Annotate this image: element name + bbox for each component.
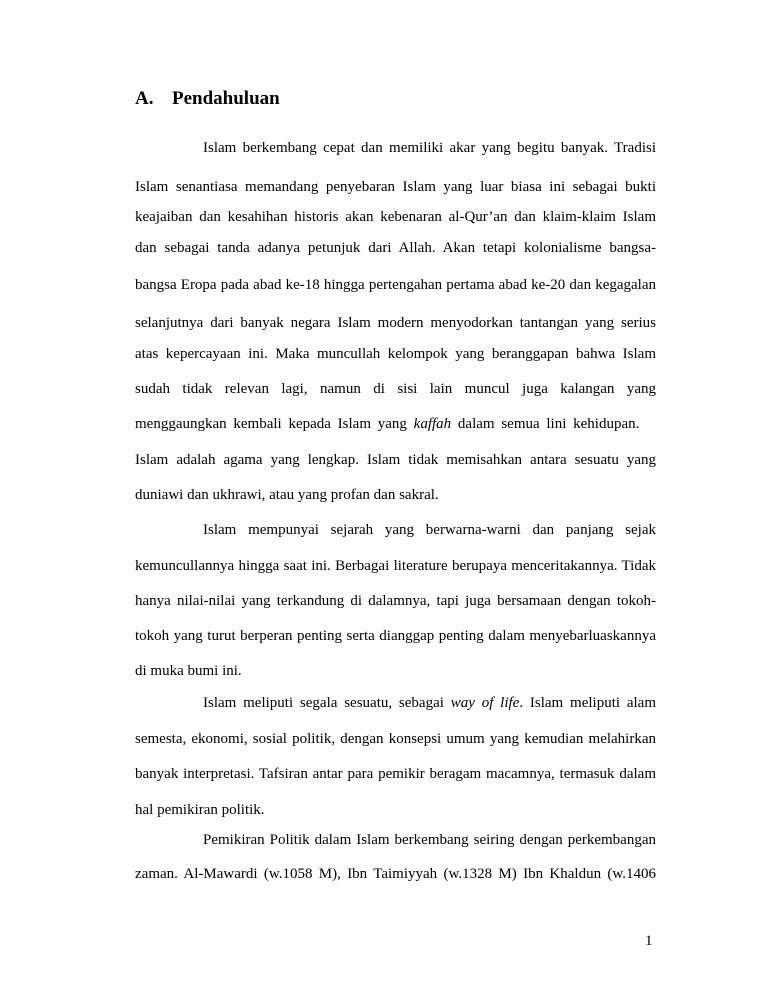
paragraph-line: zaman. Al-Mawardi (w.1058 M), Ibn Taimiyyah (w.1328 M) Ibn Khaldun (w.1406 (135, 866, 656, 882)
paragraph-line: sudah tidak relevan lagi, namun di sisi lain muncul juga kalangan yang (135, 381, 656, 397)
paragraph-line: di muka bumi ini. (135, 663, 242, 679)
paragraph-line (203, 693, 656, 713)
paragraph-line: keajaiban dan kesahihan historis akan kebenaran al-Qur’an dan klaim-klaim Islam (135, 209, 656, 225)
paragraph-line: Pemikiran Politik dalam Islam berkembang seiring dengan perkembangan (203, 832, 656, 848)
paragraph-line: kemuncullannya hingga saat ini. Berbagai literature berupaya menceritakannya. Tidak (135, 558, 656, 574)
italic-term: kaffah (413, 416, 452, 432)
paragraph-line: Islam senantiasa memandang penyebaran Islam yang luar biasa ini sebagai bukti (135, 179, 656, 195)
paragraph-line: tokoh yang turut berperan penting serta dianggap penting dalam menyebarluaskannya (135, 628, 656, 644)
section-title: Pendahuluan (172, 88, 280, 109)
paragraph-line (135, 414, 656, 434)
paragraph-line: Islam adalah agama yang lengkap. Islam tidak memisahkan antara sesuatu yang (135, 452, 656, 468)
paragraph-line: Islam berkembang cepat dan memiliki akar yang begitu banyak. Tradisi (203, 140, 656, 156)
text-run: Islam meliputi segala sesuatu, sebagai (203, 695, 444, 711)
text-run: . Islam meliputi alam (519, 695, 656, 711)
paragraph-line: atas kepercayaan ini. Maka muncullah kelompok yang beranggapan bahwa Islam (135, 346, 656, 362)
text-run: menggaungkan kembali kepada Islam yang (135, 416, 407, 432)
section-heading (135, 88, 280, 110)
paragraph-line: bangsa Eropa pada abad ke-18 hingga pertengahan pertama abad ke-20 dan kegagalan (135, 277, 656, 293)
page-number: 1 (645, 933, 653, 949)
italic-term: way of life (450, 695, 520, 711)
paragraph-line: dan sebagai tanda adanya petunjuk dari Allah. Akan tetapi kolonialisme bangsa- (135, 240, 656, 256)
paragraph-line: selanjutnya dari banyak negara Islam modern menyodorkan tantangan yang serius (135, 315, 656, 331)
paragraph-line: Islam mempunyai sejarah yang berwarna-warni dan panjang sejak (203, 522, 656, 538)
section-number: A. (135, 88, 154, 109)
paragraph-line: semesta, ekonomi, sosial politik, dengan konsepsi umum yang kemudian melahirkan (135, 731, 656, 747)
paragraph-line: banyak interpretasi. Tafsiran antar para pemikir beragam macamnya, termasuk dalam (135, 766, 656, 782)
paragraph-line: hanya nilai-nilai yang terkandung di dalamnya, tapi juga bersamaan dengan tokoh- (135, 593, 656, 609)
text-run: dalam semua lini kehidupan. (457, 416, 640, 432)
paragraph-line: duniawi dan ukhrawi, atau yang profan dan sakral. (135, 487, 439, 503)
paragraph-line: hal pemikiran politik. (135, 802, 265, 818)
